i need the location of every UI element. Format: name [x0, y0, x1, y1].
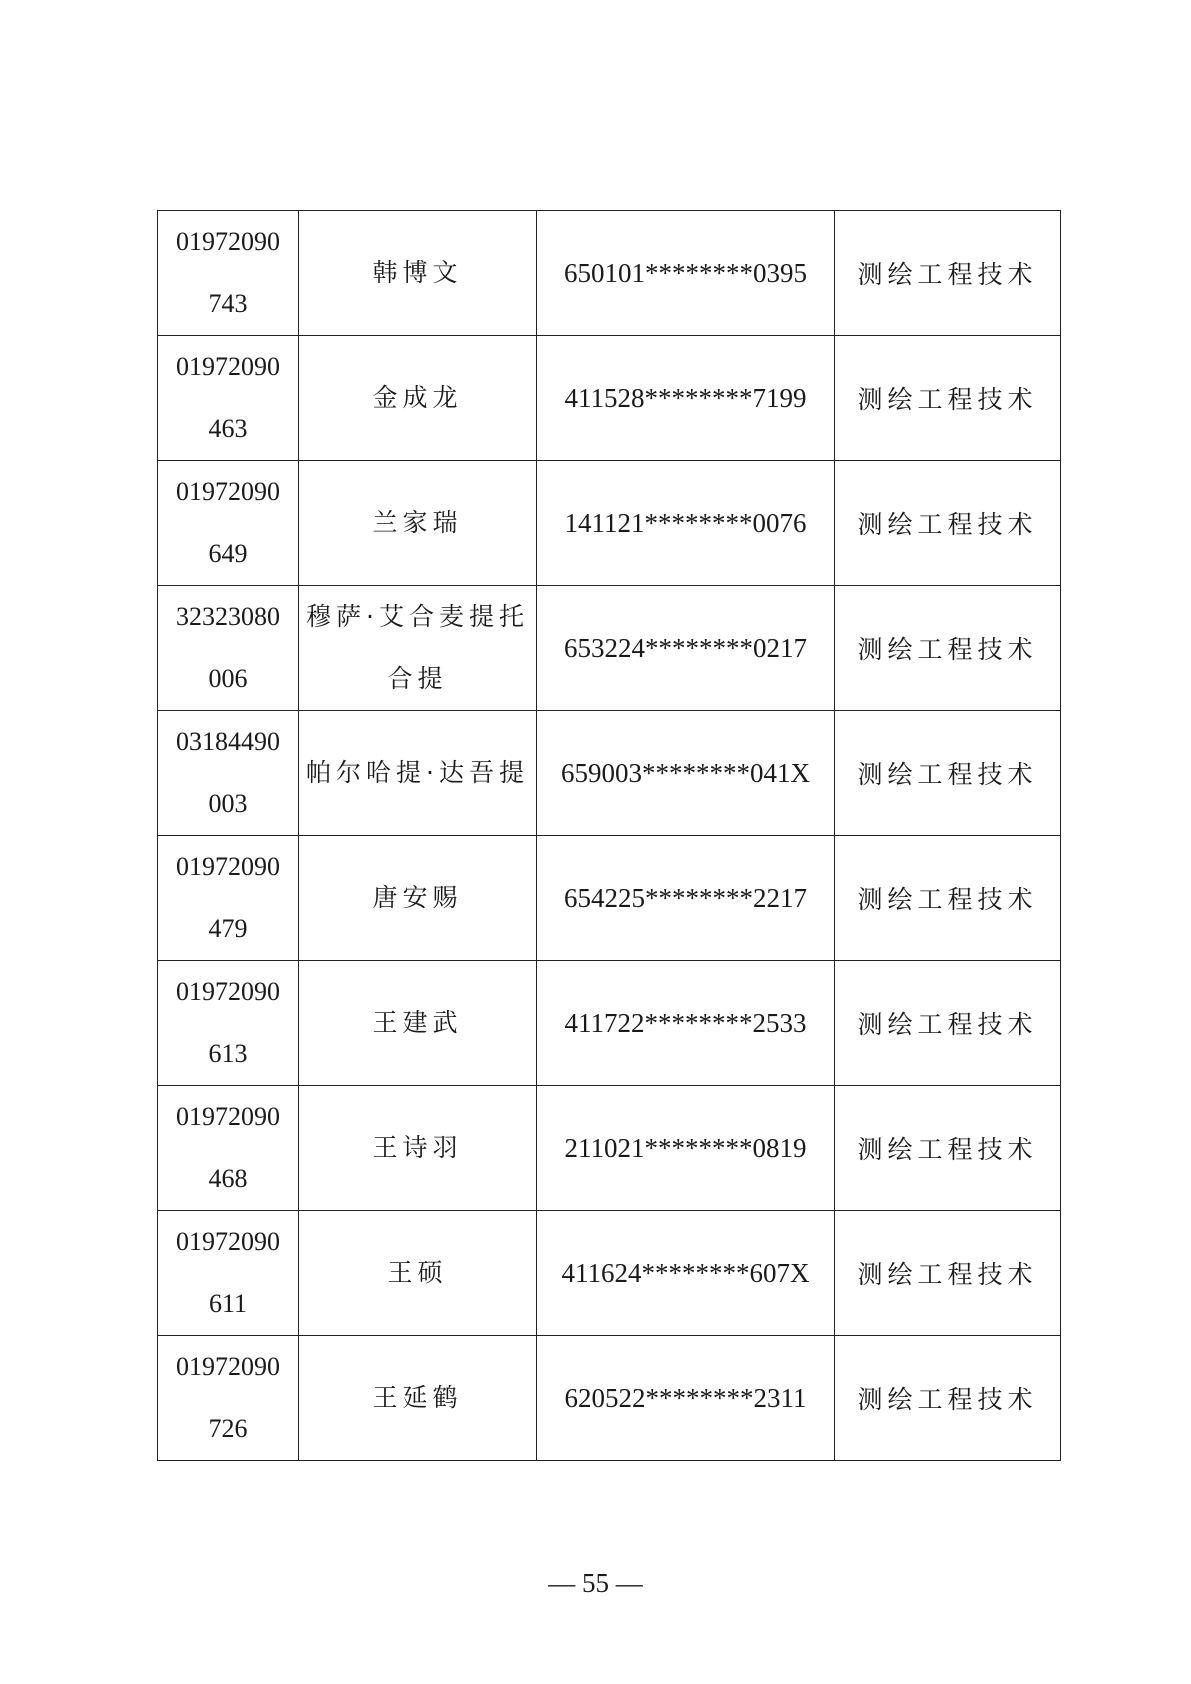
- exam-number-line1: 01972090: [176, 352, 280, 381]
- name-cell: 王硕: [299, 1211, 537, 1336]
- major-cell: 测绘工程技术: [835, 1336, 1061, 1461]
- exam-number-line2: 006: [208, 664, 248, 693]
- name-cell: 王延鹤: [299, 1336, 537, 1461]
- exam-number-line1: 01972090: [176, 1227, 280, 1256]
- exam-number-cell: [158, 1211, 299, 1336]
- major-cell: 测绘工程技术: [835, 836, 1061, 961]
- name-cell: 帕尔哈提·达吾提: [299, 711, 537, 836]
- name-cell: 韩博文: [299, 211, 537, 336]
- exam-number-cell: [158, 1336, 299, 1461]
- id-card-cell: 650101********0395: [537, 211, 835, 336]
- name-cell: 王诗羽: [299, 1086, 537, 1211]
- exam-number-cell: [158, 586, 299, 711]
- roster-table: [157, 210, 1061, 1461]
- table-row: [158, 961, 1061, 1086]
- major-cell: 测绘工程技术: [835, 336, 1061, 461]
- id-card-cell: 211021********0819: [537, 1086, 835, 1211]
- exam-number-line2: 463: [208, 414, 248, 443]
- exam-number-line1: 01972090: [176, 977, 280, 1006]
- exam-number-line2: 479: [208, 914, 248, 943]
- table-row: [158, 1086, 1061, 1211]
- id-card-cell: 653224********0217: [537, 586, 835, 711]
- name-cell: 兰家瑞: [299, 461, 537, 586]
- exam-number-line2: 611: [208, 1289, 248, 1318]
- exam-number-line2: 613: [208, 1039, 248, 1068]
- id-card-cell: 141121********0076: [537, 461, 835, 586]
- major-cell: 测绘工程技术: [835, 461, 1061, 586]
- major-cell: 测绘工程技术: [835, 711, 1061, 836]
- table-row: [158, 211, 1061, 336]
- exam-number-cell: [158, 711, 299, 836]
- exam-number-line1: 01972090: [176, 852, 280, 881]
- id-card-cell: 659003********041X: [537, 711, 835, 836]
- roster-table-body: [158, 211, 1061, 1461]
- exam-number-line2: 003: [208, 789, 248, 818]
- exam-number-line2: 468: [208, 1164, 248, 1193]
- name-cell: 唐安赐: [299, 836, 537, 961]
- major-cell: 测绘工程技术: [835, 586, 1061, 711]
- id-card-cell: 411722********2533: [537, 961, 835, 1086]
- major-cell: 测绘工程技术: [835, 1211, 1061, 1336]
- exam-number-cell: [158, 961, 299, 1086]
- exam-number-cell: [158, 836, 299, 961]
- table-row: [158, 1336, 1061, 1461]
- exam-number-cell: [158, 1086, 299, 1211]
- name-cell: 金成龙: [299, 336, 537, 461]
- exam-number-line1: 01972090: [176, 227, 280, 256]
- id-card-cell: 654225********2217: [537, 836, 835, 961]
- exam-number-line1: 03184490: [176, 727, 280, 756]
- exam-number-line2: 649: [208, 539, 248, 568]
- id-card-cell: 620522********2311: [537, 1336, 835, 1461]
- table-row: [158, 836, 1061, 961]
- id-card-cell: 411624********607X: [537, 1211, 835, 1336]
- table-row: [158, 1211, 1061, 1336]
- table-row: [158, 461, 1061, 586]
- table-row: [158, 336, 1061, 461]
- exam-number-line1: 32323080: [176, 602, 280, 631]
- exam-number-cell: [158, 211, 299, 336]
- table-row: [158, 711, 1061, 836]
- major-cell: 测绘工程技术: [835, 1086, 1061, 1211]
- page-number: — 55 —: [548, 1568, 643, 1598]
- name-cell: 王建武: [299, 961, 537, 1086]
- id-card-cell: 411528********7199: [537, 336, 835, 461]
- exam-number-cell: [158, 461, 299, 586]
- table-row: [158, 586, 1061, 711]
- major-cell: 测绘工程技术: [835, 211, 1061, 336]
- exam-number-line1: 01972090: [176, 477, 280, 506]
- exam-number-line2: 743: [208, 289, 248, 318]
- major-cell: 测绘工程技术: [835, 961, 1061, 1086]
- exam-number-line1: 01972090: [176, 1102, 280, 1131]
- name-cell: 穆萨·艾合麦提托合提: [299, 586, 537, 711]
- exam-number-cell: [158, 336, 299, 461]
- exam-number-line1: 01972090: [176, 1352, 280, 1381]
- exam-number-line2: 726: [208, 1414, 248, 1443]
